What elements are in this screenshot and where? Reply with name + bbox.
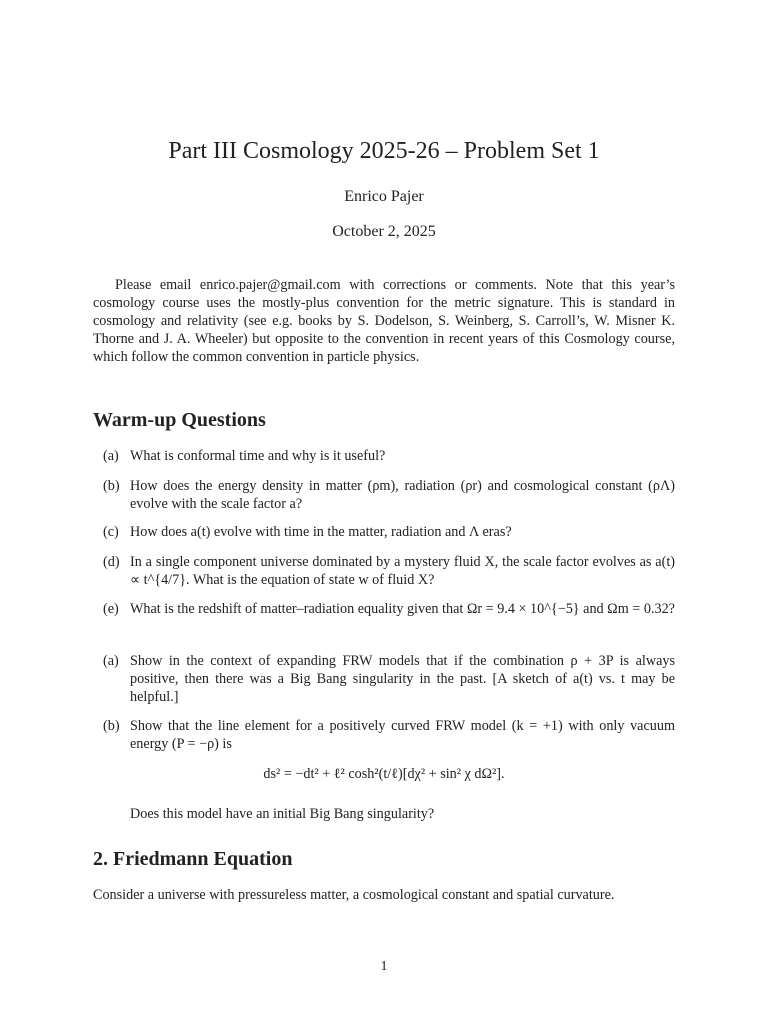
item-label: (a)	[103, 653, 119, 669]
item-text: In a single component universe dominated by a mystery fluid X, the scale factor evolves as a(t) ∝ t^{4/7}. What is the equation of state w of fluid X?	[130, 554, 675, 588]
item-text: What is the redshift of matter–radiation equality given that Ωr = 9.4 × 10^{−5} and Ωm = 0.32?	[130, 601, 675, 617]
item-text: Show that the line element for a positively curved FRW model (k = +1) with only vacuum energy (P = −ρ) is	[130, 718, 675, 752]
warmup-item-a	[93, 447, 675, 465]
warmup-item-e	[93, 600, 675, 618]
document-title: Part III Cosmology 2025-26 – Problem Set 1	[168, 138, 600, 164]
warmup-item-b	[93, 477, 675, 513]
item-label: (e)	[103, 601, 119, 617]
author-name: Enrico Pajer	[344, 188, 424, 205]
item-label: (b)	[103, 478, 120, 494]
page-number: 1	[380, 959, 388, 974]
item-label: (b)	[103, 718, 120, 734]
problem1-item-a	[93, 652, 675, 706]
item-text: Show in the context of expanding FRW models that if the combination ρ + 3P is always positive, then there was a Big Bang singularity in the past. [A sketch of a(t) vs. t may be helpful.]	[130, 653, 675, 705]
item-text: What is conformal time and why is it useful?	[130, 448, 386, 464]
section-heading-friedmann: 2. Friedmann Equation	[93, 848, 293, 870]
friedmann-paragraph: Consider a universe with pressureless matter, a cosmological constant and spatial curvature.	[93, 887, 615, 903]
display-equation: ds² = −dt² + ℓ² cosh²(t/ℓ)[dχ² + sin² χ dΩ²].	[263, 766, 505, 782]
warmup-item-d	[93, 553, 675, 589]
item-label: (c)	[103, 524, 119, 540]
intro-paragraph: Please email enrico.pajer@gmail.com with corrections or comments. Note that this year’s cosmology course uses the mostly-plus convention for the metric signature. This is standard in cosmology and relativity (see e.g. books by S. Dodelson, S. Weinberg, S. Carroll’s, W. Misner K. Thorne and J. A. Wheeler) but opposite to the convention in recent years of this Cosmology course, which follow the common convention in particle physics.	[93, 277, 675, 365]
item-text: How does a(t) evolve with time in the matter, radiation and Λ eras?	[130, 524, 512, 540]
section-heading-warmup: Warm-up Questions	[93, 409, 266, 431]
warmup-item-c	[93, 523, 675, 541]
problem1-item-b	[93, 717, 675, 753]
followup-question: Does this model have an initial Big Bang singularity?	[130, 806, 435, 822]
item-label: (a)	[103, 448, 119, 464]
item-label: (d)	[103, 554, 120, 570]
document-date: October 2, 2025	[332, 223, 436, 240]
item-text: How does the energy density in matter (ρm), radiation (ρr) and cosmological constant (ρΛ) evolve with the scale factor a?	[130, 478, 675, 512]
